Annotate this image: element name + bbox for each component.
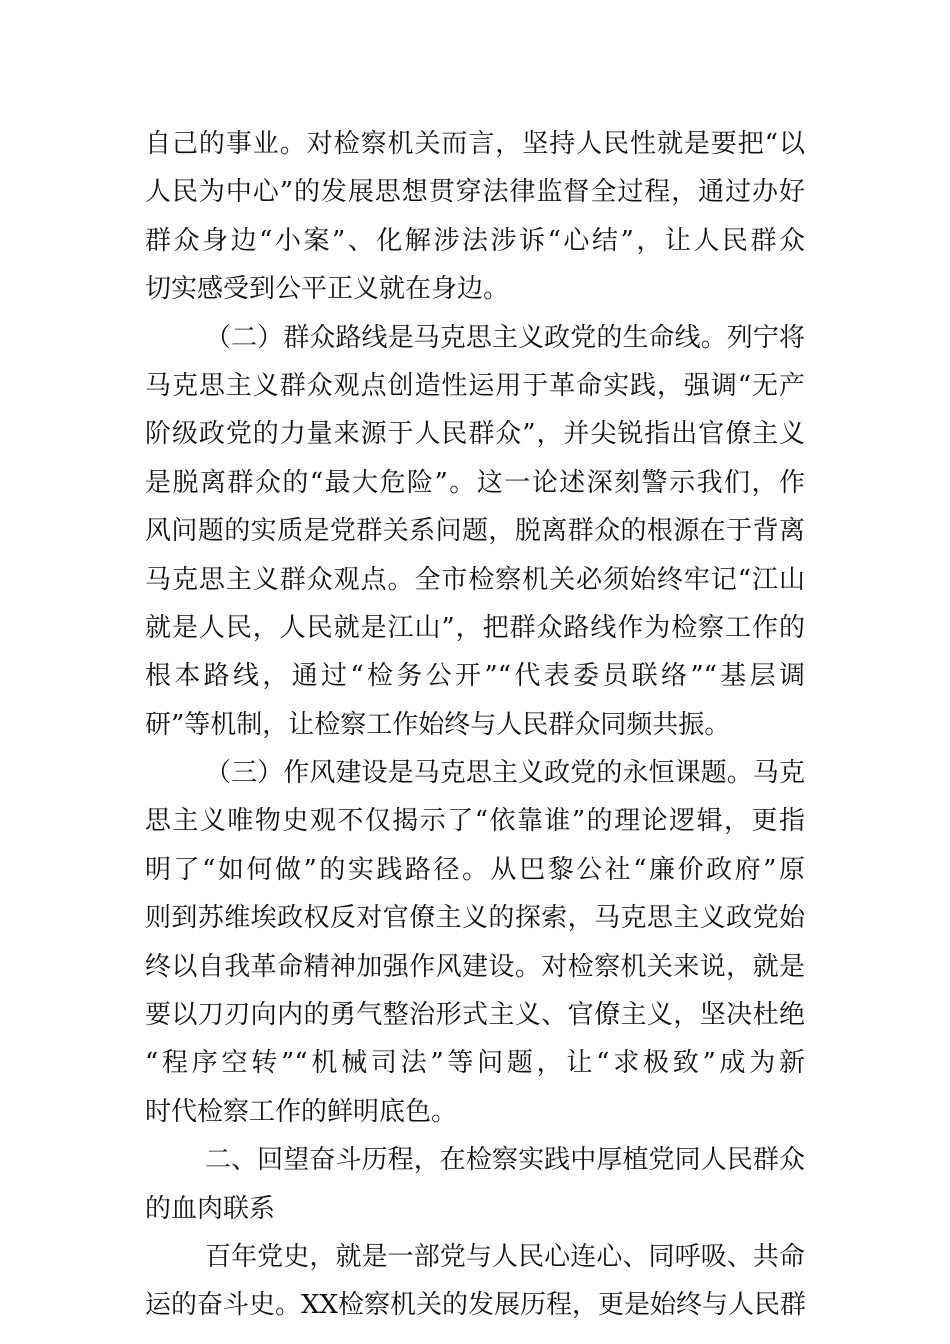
text-line: 运的奋斗史。XX检察机关的发展历程，更是始终与人民群 [145,1290,807,1321]
text-line: 自己的事业。对检察机关而言，坚持人民性就是要把“以 [145,129,805,159]
text-line: 根本路线，通过“检务公开”“代表委员联络”“基层调 [145,661,805,692]
text-line: 则到苏维埃政权反对官僚主义的探索，马克思主义政党始 [145,903,805,934]
text-line: 要以刀刃向内的勇气整治形式主义、官僚主义，坚决杜绝 [145,1000,805,1031]
document-page [145,120,805,1330]
text-line: 马克思主义群众观点创造性运用于革命实践，强调“无产 [145,370,805,401]
text-line: 风问题的实质是党群关系问题，脱离群众的根源在于背离 [145,516,805,547]
text-line: 群众身边“小案”、化解涉法涉诉“心结”，让人民群众 [145,225,805,256]
section-heading-line: 二、回望奋斗历程，在检察实践中厚植党同人民群众 [205,1145,805,1176]
text-line: 研”等机制，让检察工作始终与人民群众同频共振。 [145,709,731,740]
text-line: 是脱离群众的“最大危险”。这一论述深刻警示我们，作 [145,467,805,498]
text-line: 时代检察工作的鲜明底色。 [145,1096,458,1127]
text-line: 思主义唯物史观不仅揭示了“依靠谁”的理论逻辑，更指 [145,806,805,837]
section-heading-line: 的血肉联系 [145,1193,276,1224]
text-line: 人民为中心”的发展思想贯穿法律监督全过程，通过办好 [145,177,805,208]
paragraph-heading-line: （三）作风建设是马克思主义政党的永恒课题。马克 [205,758,805,789]
text-line: 切实感受到公平正义就在身边。 [145,274,510,305]
text-line: “程序空转”“机械司法”等问题，让“求极致”成为新 [145,1048,805,1079]
text-line: 马克思主义群众观点。全市检察机关必须始终牢记“江山 [145,564,805,595]
text-line: 阶级政党的力量来源于人民群众”，并尖锐指出官僚主义 [145,419,805,450]
text-line: 终以自我革命精神加强作风建设。对检察机关来说，就是 [145,951,805,982]
text-line: 百年党史，就是一部党与人民心连心、同呼吸、共命 [205,1241,805,1272]
text-line: 就是人民，人民就是江山”，把群众路线作为检察工作的 [145,612,805,643]
text-line: 明了“如何做”的实践路径。从巴黎公社“廉价政府”原 [145,854,805,885]
paragraph-heading-line: （二）群众路线是马克思主义政党的生命线。列宁将 [205,322,805,353]
